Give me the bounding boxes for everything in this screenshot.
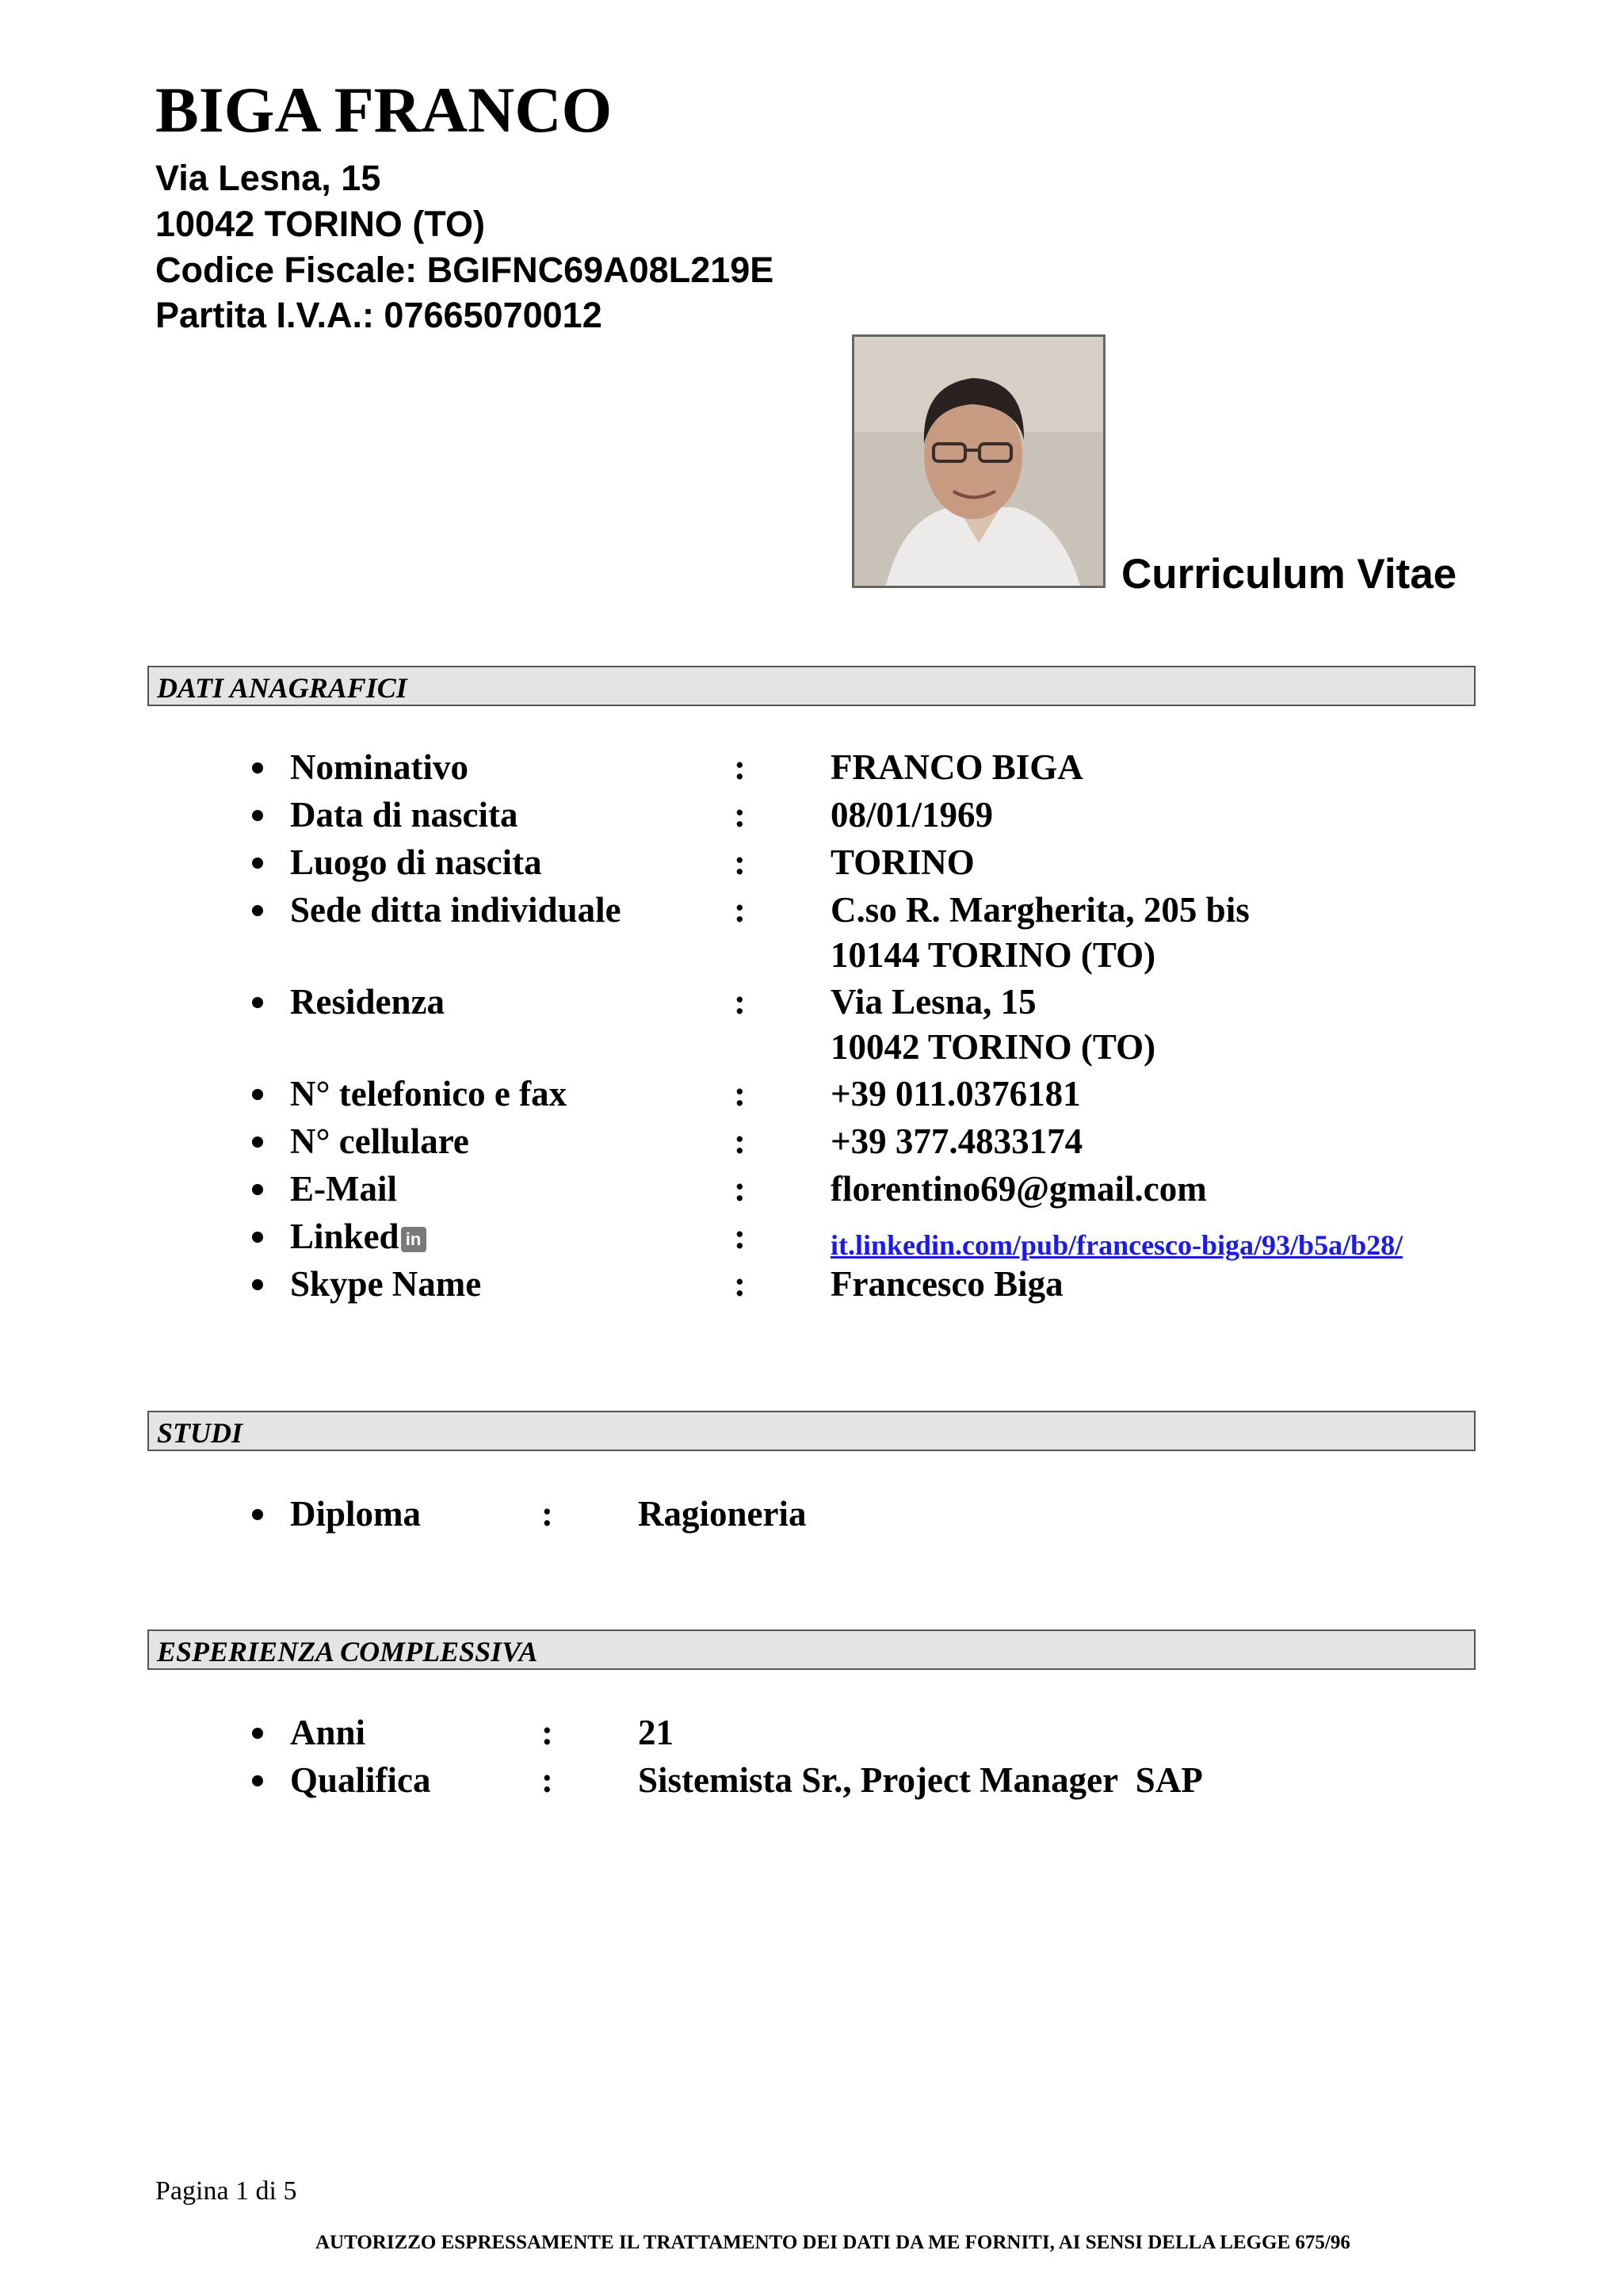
field-separator: : bbox=[734, 890, 746, 930]
person-name: BIGA FRANCO bbox=[155, 74, 613, 146]
field-value: Via Lesna, 15 bbox=[831, 982, 1037, 1022]
bullet-icon bbox=[252, 1279, 263, 1290]
field-value: Ragioneria bbox=[638, 1494, 807, 1534]
field-separator: : bbox=[734, 842, 746, 882]
field-separator: : bbox=[734, 1217, 746, 1256]
field-label: Luogo di nascita bbox=[290, 842, 542, 882]
field-label: E-Mail bbox=[290, 1169, 397, 1209]
bullet-icon bbox=[252, 858, 263, 869]
bullet-icon bbox=[252, 1184, 263, 1195]
section-header-dati-anagrafici bbox=[147, 666, 1476, 706]
section-header-esperienza bbox=[147, 1629, 1476, 1670]
bullet-icon bbox=[252, 1775, 263, 1786]
field-separator: : bbox=[734, 1074, 746, 1114]
bullet-icon bbox=[252, 905, 263, 916]
section-title: STUDI bbox=[157, 1417, 243, 1449]
field-label: Diploma bbox=[290, 1494, 422, 1534]
field-value-line-2: 10042 TORINO (TO) bbox=[831, 1027, 1156, 1067]
bullet-icon bbox=[252, 997, 263, 1008]
field-value-line-2: 10144 TORINO (TO) bbox=[831, 935, 1156, 975]
bullet-icon bbox=[252, 1728, 263, 1739]
bullet-icon bbox=[252, 810, 263, 821]
field-value: 08/01/1969 bbox=[831, 795, 994, 835]
field-separator: : bbox=[734, 1121, 746, 1161]
bullet-icon bbox=[252, 1232, 263, 1243]
field-value: +39 011.0376181 bbox=[831, 1074, 1081, 1114]
linkedin-link[interactable]: it.linkedin.com/pub/francesco-biga/93/b5a/b28/ bbox=[831, 1229, 1403, 1261]
field-label: N° cellulare bbox=[290, 1121, 469, 1161]
field-value: C.so R. Margherita, 205 bis bbox=[831, 890, 1250, 930]
field-label: N° telefonico e fax bbox=[290, 1074, 567, 1114]
email-value: florentino69@gmail.com bbox=[831, 1169, 1207, 1209]
field-separator: : bbox=[541, 1494, 553, 1534]
field-separator: : bbox=[734, 1169, 746, 1209]
field-value: 21 bbox=[638, 1713, 674, 1752]
section-title: DATI ANAGRAFICI bbox=[157, 672, 407, 704]
profile-photo bbox=[852, 334, 1106, 588]
section-header-studi bbox=[147, 1411, 1476, 1451]
field-value: +39 377.4833174 bbox=[831, 1121, 1083, 1161]
field-separator: : bbox=[734, 1264, 746, 1304]
field-label: Skype Name bbox=[290, 1264, 482, 1304]
section-title: ESPERIENZA COMPLESSIVA bbox=[157, 1636, 538, 1668]
page-number: Pagina 1 di 5 bbox=[155, 2176, 297, 2206]
linkedin-icon: in bbox=[401, 1227, 426, 1252]
field-label-linkedin bbox=[290, 1219, 426, 1255]
linkedin-link-wrapper bbox=[831, 1225, 1403, 1261]
field-separator: : bbox=[734, 747, 746, 787]
linkedin-label: Linked bbox=[290, 1217, 399, 1256]
bullet-icon bbox=[252, 1137, 263, 1148]
field-label: Residenza bbox=[290, 982, 445, 1022]
bullet-icon bbox=[252, 1509, 263, 1520]
address-line-1: Via Lesna, 15 bbox=[155, 158, 381, 198]
consent-note: AUTORIZZO ESPRESSAMENTE IL TRATTAMENTO DEI DATI DA ME FORNITI, AI SENSI DELLA LEGGE 675/96 bbox=[315, 2232, 1350, 2253]
field-label: Anni bbox=[290, 1713, 366, 1752]
bullet-icon bbox=[252, 762, 263, 774]
field-separator: : bbox=[541, 1760, 553, 1800]
vat-number: Partita I.V.A.: 07665070012 bbox=[155, 295, 602, 335]
fiscal-code: Codice Fiscale: BGIFNC69A08L219E bbox=[155, 250, 774, 290]
field-separator: : bbox=[734, 982, 746, 1022]
field-value: TORINO bbox=[831, 842, 975, 882]
bullet-icon bbox=[252, 1089, 263, 1100]
field-value: Sistemista Sr., Project Manager SAP bbox=[638, 1760, 1203, 1800]
field-separator: : bbox=[734, 795, 746, 835]
field-label: Data di nascita bbox=[290, 795, 518, 835]
field-label: Sede ditta individuale bbox=[290, 890, 621, 930]
cv-title: Curriculum Vitae bbox=[1121, 551, 1457, 598]
field-label: Qualifica bbox=[290, 1760, 431, 1800]
field-value: FRANCO BIGA bbox=[831, 747, 1083, 787]
field-separator: : bbox=[541, 1713, 553, 1752]
address-line-2: 10042 TORINO (TO) bbox=[155, 204, 485, 244]
field-label: Nominativo bbox=[290, 747, 468, 787]
field-value: Francesco Biga bbox=[831, 1264, 1064, 1304]
